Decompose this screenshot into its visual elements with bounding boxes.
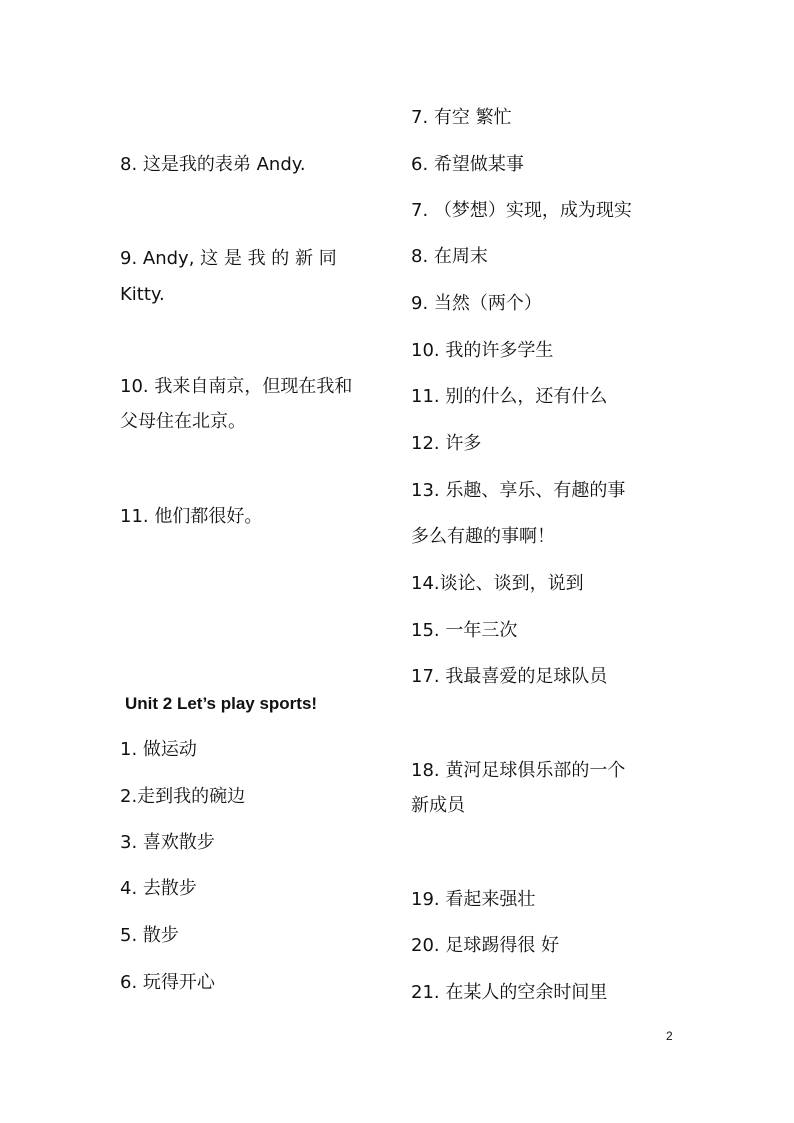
page-number: 2 [666,1029,673,1043]
left-line-9b: Kitty. [120,284,165,305]
left-line-8: 8. 这是我的表弟 Andy. [120,154,306,175]
right-item-13: 13. 乐趣、享乐、有趣的事 [411,480,626,501]
left-line-11: 11. 他们都很好。 [120,506,263,527]
left-item-1: 1. 做运动 [120,739,197,760]
left-line-10a: 10. 我来自南京，但现在我和 [120,376,353,397]
right-item-12: 12. 许多 [411,433,482,454]
left-item-3: 3. 喜欢散步 [120,832,215,853]
left-item-2: 2.走到我的碗边 [120,786,246,807]
right-item-20: 20. 足球踢得很 好 [411,935,560,956]
right-item-19: 19. 看起来强壮 [411,889,536,910]
unit-heading: Unit 2 Let’s play sports! [125,694,318,713]
right-item-7a: 7. 有空 繁忙 [411,107,512,128]
right-item-18a: 18. 黄河足球俱乐部的一个 [411,760,626,781]
right-item-18b: 新成员 [411,795,465,816]
right-item-6: 6. 希望做某事 [411,154,524,175]
right-item-7b: 7. （梦想）实现，成为现实 [411,200,632,221]
left-line-10b: 父母住在北京。 [120,411,246,432]
left-line-9a: 9. Andy, 这 是 我 的 新 同 [120,248,337,269]
right-item-15: 15. 一年三次 [411,620,518,641]
right-item-10: 10. 我的许多学生 [411,340,554,361]
left-item-5: 5. 散步 [120,925,179,946]
right-item-21: 21. 在某人的空余时间里 [411,982,608,1003]
left-item-4: 4. 去散步 [120,878,197,899]
right-item-9: 9. 当然（两个） [411,293,542,314]
right-item-14: 14.谈论、谈到，说到 [411,573,584,594]
right-item-13-sub: 多么有趣的事啊！ [411,526,555,547]
right-item-17: 17. 我最喜爱的足球队员 [411,666,608,687]
right-item-8: 8. 在周末 [411,246,488,267]
right-item-11: 11. 别的什么，还有什么 [411,386,608,407]
left-item-6: 6. 玩得开心 [120,972,215,993]
